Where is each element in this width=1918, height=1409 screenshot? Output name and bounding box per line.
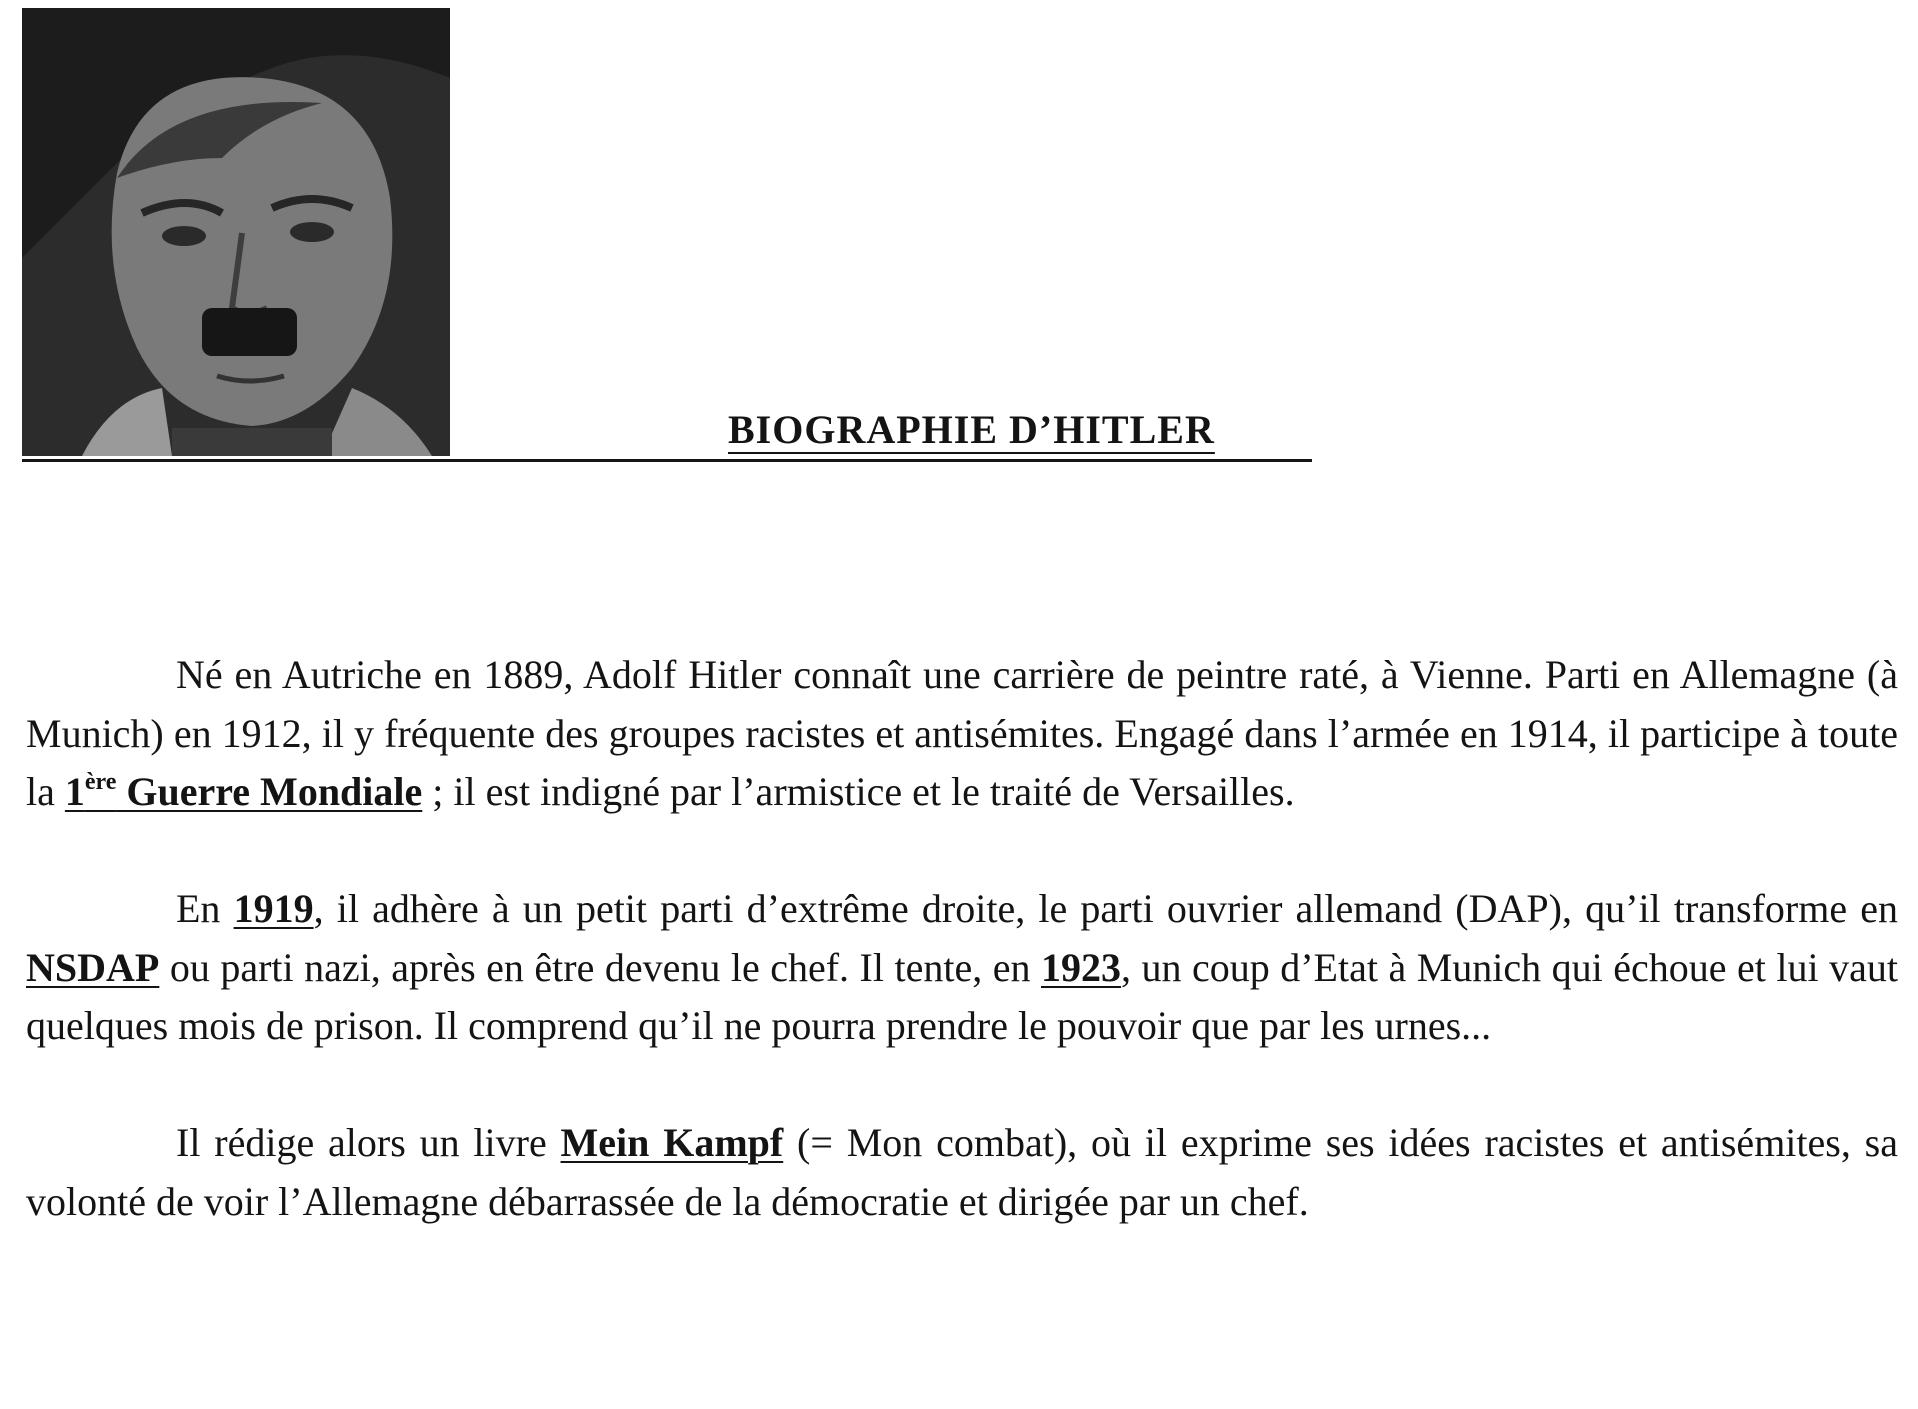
p2-text-c: ou parti nazi, après en être devenu le chef. Il tente, en bbox=[159, 944, 1041, 990]
portrait-photo bbox=[22, 8, 450, 456]
emphasis-mein-kampf: Mein Kampf bbox=[560, 1120, 784, 1165]
p2-text-a: En bbox=[176, 886, 234, 931]
p3-text-a: Il rédige alors un livre bbox=[176, 1120, 561, 1165]
p1-text-b: ; il est indigné par l’armistice et le traité de Versailles. bbox=[422, 769, 1295, 814]
p2-text-d: , un coup d’Etat à Munich qui échoue et lui vaut quelques mois de prison. Il comprend qu’il ne pourra prendre le pouvoir que par les urnes... bbox=[26, 944, 1898, 1048]
paragraph-3 bbox=[26, 1114, 1898, 1231]
p1-em-num: 1 bbox=[64, 769, 85, 814]
portrait-figure bbox=[22, 8, 450, 456]
emphasis-nsdap: NSDAP bbox=[26, 944, 160, 990]
emphasis-1919: 1919 bbox=[233, 886, 314, 931]
paragraph-1 bbox=[26, 646, 1898, 822]
document-body bbox=[26, 646, 1898, 1231]
title-rule bbox=[22, 459, 1312, 462]
p1-text-a: Né en Autriche en 1889, Adolf Hitler connaît une carrière de peintre raté, à Vienne. Parti en Allemagne (à Munich) en 1912, il y fréquente des groupes racistes et antisémites. Engagé dans l’armée en 1914, il participe à toute la bbox=[26, 652, 1898, 814]
emphasis-world-war-one bbox=[65, 769, 422, 814]
p2-text-b: , il adhère à un petit parti d’extrême droite, le parti ouvrier allemand (DAP), qu’il transforme en bbox=[313, 886, 1898, 931]
p3-text-b: (= Mon combat), où il exprime ses idées racistes et antisémites, sa volonté de voir l’Allemagne débarrassée de la démocratie et dirigée par un chef. bbox=[26, 1120, 1898, 1224]
p1-em-sup: ère bbox=[84, 769, 117, 795]
p1-em-text: Guerre Mondiale bbox=[116, 769, 423, 814]
page-title: BIOGRAPHIE D’HITLER bbox=[728, 407, 1215, 452]
paragraph-2 bbox=[26, 880, 1898, 1056]
emphasis-1923: 1923 bbox=[1040, 944, 1121, 990]
